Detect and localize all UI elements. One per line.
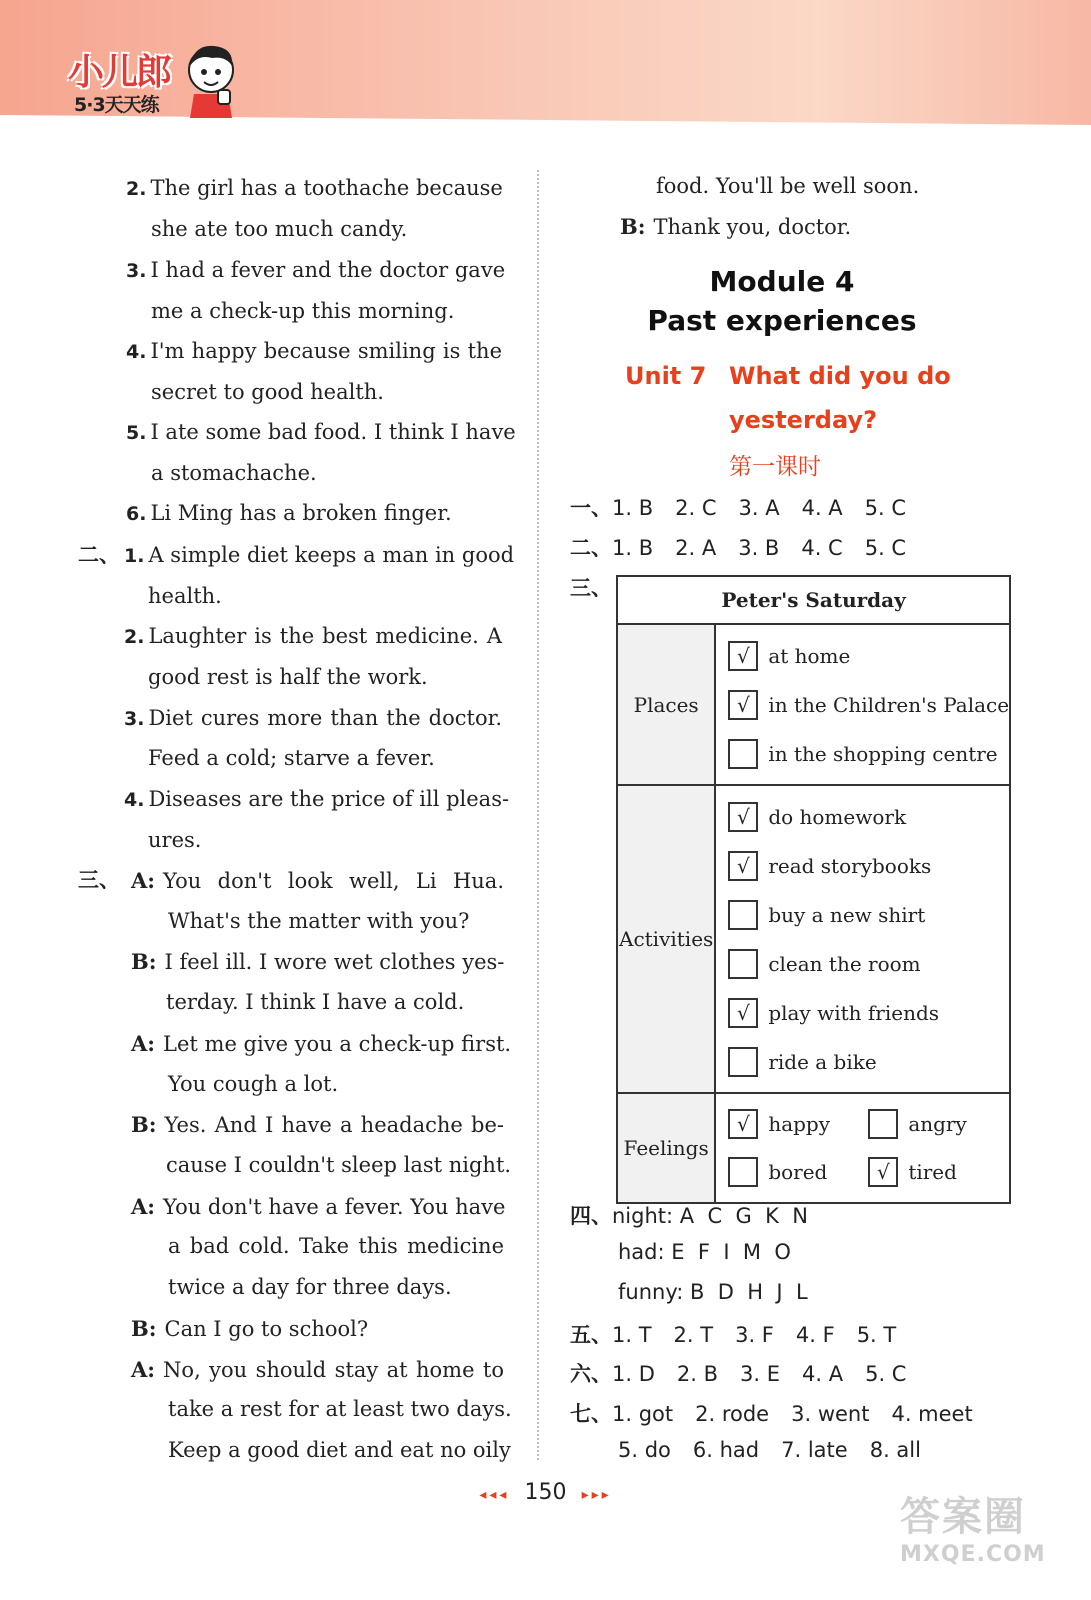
unit-title: What did you do — [729, 362, 951, 390]
answer-row-7-cont: 5. do 6. had 7. late 8. all — [618, 1438, 921, 1462]
checkbox: √ — [728, 851, 758, 881]
answer-line: 4. Diseases are the price of ill pleas- — [124, 787, 510, 811]
checkbox — [868, 1109, 898, 1139]
dialogue-line: A: Let me give you a check-up first. — [131, 1031, 512, 1056]
answer-line: ures. — [148, 828, 202, 852]
activity-option: clean the room — [728, 939, 1009, 988]
answer-line: 2. The girl has a toothache because — [126, 176, 503, 200]
lesson-label: 第一课时 — [729, 454, 821, 480]
dialogue-line: A: You don't look well, Li Hua. — [131, 868, 504, 893]
dialogue-line: a bad cold. Take this medicine — [168, 1234, 504, 1258]
checkbox — [728, 1047, 758, 1077]
dialogue-line: What's the matter with you? — [168, 909, 470, 933]
dialogue-line: B: Yes. And I have a headache be- — [131, 1112, 504, 1137]
dialogue-line: cause I couldn't sleep last night. — [166, 1153, 512, 1177]
dialogue-line: A: No, you should stay at home to — [131, 1357, 504, 1382]
feeling-option: √ happy — [728, 1109, 868, 1139]
answer-line: 3. I had a fever and the doctor gave — [126, 258, 506, 282]
module-title: Past experiences — [647, 304, 917, 337]
dialogue-line: B: Thank you, doctor. — [620, 214, 852, 239]
checkbox — [728, 739, 758, 769]
checkbox: √ — [728, 1109, 758, 1139]
places-label: Places — [617, 624, 715, 785]
answer-line: Feed a cold; starve a fever. — [148, 746, 435, 770]
section-label: 三、 — [78, 868, 120, 892]
next-arrows-icon: ▸▸▸ — [581, 1487, 612, 1503]
section-label: 三、 — [570, 576, 612, 600]
feeling-option: √ tired — [868, 1157, 1008, 1187]
answer-row-4-funny: funny: B D H J L — [618, 1280, 808, 1304]
dialogue-line: terday. I think I have a cold. — [166, 990, 465, 1014]
logo-subtitle: 5·3天天练 — [74, 94, 159, 116]
answer-row-1: 一、1. B 2. C 3. A 4. A 5. C — [570, 496, 907, 520]
answer-line: she ate too much candy. — [151, 217, 408, 241]
answer-row-6: 六、1. D 2. B 3. E 4. A 5. C — [570, 1362, 907, 1386]
answer-line: 4. I'm happy because smiling is the — [126, 339, 502, 363]
answer-line: me a check-up this morning. — [151, 299, 455, 323]
answer-row-4-had: had: E F I M O — [618, 1240, 791, 1264]
answer-line: a stomachache. — [151, 461, 317, 485]
answer-line: 2. Laughter is the best medicine. A — [124, 624, 502, 648]
peters-saturday-table — [616, 575, 1011, 1204]
unit-number: Unit 7 — [625, 362, 707, 390]
checkbox — [728, 900, 758, 930]
answer-line: good rest is half the work. — [148, 665, 428, 689]
activity-option: buy a new shirt — [728, 890, 1009, 939]
place-option: √ in the Children's Palace — [728, 680, 1009, 729]
dialogue-line: twice a day for three days. — [168, 1275, 452, 1299]
checkbox: √ — [868, 1157, 898, 1187]
place-option: in the shopping centre — [728, 729, 1009, 778]
activity-option: √ do homework — [728, 792, 1009, 841]
checkbox: √ — [728, 690, 758, 720]
answer-line: 1. A simple diet keeps a man in good — [124, 543, 515, 567]
activity-option: √ play with friends — [728, 988, 1009, 1037]
module-heading: Module 4 — [709, 265, 855, 298]
table-title: Peter's Saturday — [617, 576, 1010, 624]
answer-line: secret to good health. — [151, 380, 384, 404]
answer-line: 3. Diet cures more than the doctor. — [124, 706, 502, 730]
checkbox — [728, 949, 758, 979]
unit-title-cont: yesterday? — [729, 406, 877, 434]
page-number: 150 — [524, 1480, 567, 1505]
feelings-label: Feelings — [617, 1093, 715, 1203]
column-divider — [537, 170, 539, 1460]
checkbox: √ — [728, 998, 758, 1028]
answer-row-4-night: 四、night: A C G K N — [570, 1204, 808, 1228]
mascot-icon — [182, 40, 240, 120]
dialogue-line: You cough a lot. — [168, 1072, 339, 1096]
answer-line: health. — [148, 584, 222, 608]
activities-label: Activities — [617, 785, 715, 1093]
place-option: √ at home — [728, 631, 1009, 680]
answer-line: 5. I ate some bad food. I think I have — [126, 420, 516, 444]
dialogue-line: A: You don't have a fever. You have — [131, 1194, 506, 1219]
checkbox: √ — [728, 802, 758, 832]
checkbox: √ — [728, 641, 758, 671]
dialogue-line: Keep a good diet and eat no oily — [168, 1438, 511, 1462]
dialogue-line: B: I feel ill. I wore wet clothes yes- — [131, 949, 505, 974]
feeling-option: angry — [868, 1109, 1008, 1139]
activity-option: ride a bike — [728, 1037, 1009, 1086]
prev-arrows-icon: ◂◂◂ — [479, 1487, 510, 1503]
dialogue-line: take a rest for at least two days. — [168, 1397, 512, 1421]
answer-row-2: 二、1. B 2. A 3. B 4. C 5. C — [570, 536, 907, 560]
answer-row-5: 五、1. T 2. T 3. F 4. F 5. T — [570, 1323, 897, 1347]
answer-row-7: 七、1. got 2. rode 3. went 4. meet — [570, 1402, 973, 1426]
watermark: 答案圈 MXQE.COM — [900, 1494, 1046, 1567]
section-label: 二、 — [78, 543, 120, 567]
dialogue-line: food. You'll be well soon. — [656, 174, 920, 198]
logo: 小儿郎 — [68, 52, 171, 93]
feeling-option: bored — [728, 1157, 868, 1187]
answer-line: 6. Li Ming has a broken finger. — [126, 501, 452, 525]
activity-option: √ read storybooks — [728, 841, 1009, 890]
dialogue-line: B: Can I go to school? — [131, 1316, 369, 1341]
checkbox — [728, 1157, 758, 1187]
